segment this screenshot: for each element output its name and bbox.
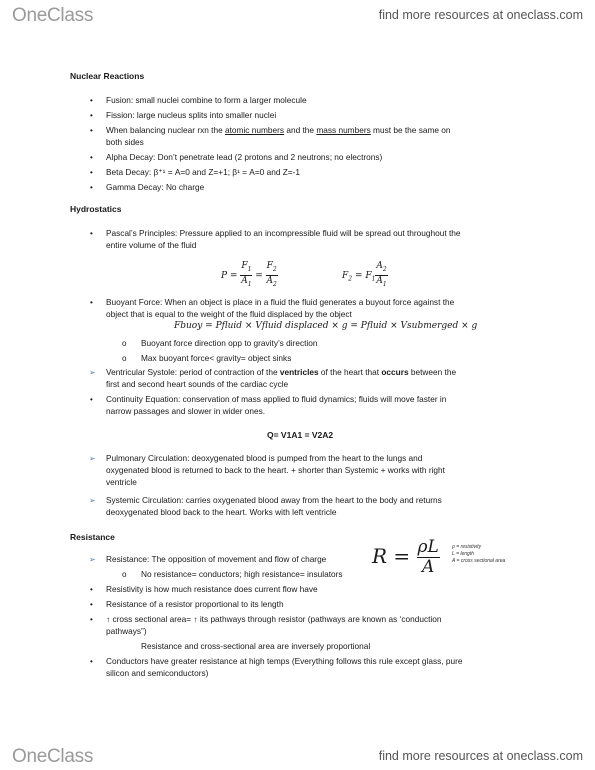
text-pascal-cont: entire volume of the fluid — [106, 240, 197, 250]
bullet-dot: • — [90, 395, 93, 404]
text-cross-sectional-cont: pathways”) — [106, 626, 147, 636]
text-resistivity: Resistivity is how much resistance does current flow have — [106, 584, 318, 594]
page-header — [0, 0, 595, 30]
page-footer — [0, 740, 595, 770]
text-pulmonary-circulation-end: ventricle — [106, 477, 137, 487]
sub-bullet: o — [122, 570, 127, 579]
bullet-dot: • — [90, 615, 93, 624]
text-buoyant-force-cont: object that is equal to the weight of the fluid displaced by the object — [106, 309, 352, 319]
arrow-bullet-icon: ➢ — [89, 555, 96, 564]
text-buoyant-force: Buoyant Force: When an object is place in a fluid the fluid generates a buyout force against the — [106, 297, 455, 307]
bullet-dot: • — [90, 657, 93, 666]
text-conductors-temperature-cont: silicon and semiconductors) — [106, 668, 209, 678]
text-systemic-circulation-cont: deoxygenated blood back to the heart. Works with left ventricle — [106, 507, 337, 517]
text-inverse-proportion: Resistance and cross-sectional area are inversely proportional — [141, 641, 371, 651]
bullet-dot: • — [90, 229, 93, 238]
text-gamma-decay: Gamma Decay: No charge — [106, 182, 205, 192]
formula-legend: ρ = resistivity L = length A = cross sectional area — [452, 544, 506, 564]
bullet-dot: • — [90, 126, 93, 135]
formula-pressure: P = $\frac{F_1}{A_1}$ = $\frac{F_2}{A_2}$ — [221, 261, 277, 288]
bullet-dot: • — [90, 600, 93, 609]
footer-resources-link[interactable]: find more resources at oneclass.com — [378, 749, 583, 763]
arrow-bullet-icon: ➢ — [89, 368, 96, 377]
arrow-bullet-icon: ➢ — [89, 496, 96, 505]
heading-nuclear-reactions: Nuclear Reactions — [70, 71, 145, 81]
text-buoyant-direction: Buoyant force direction opp to gravity’s direction — [141, 338, 318, 348]
bullet-dot: • — [90, 298, 93, 307]
text-continuity-cont: narrow passages and slower in wider ones. — [106, 406, 266, 416]
formula-buoyancy: Fbuoy = Pfluid × Vfluid displaced × g = Pfluid × Vsubmerged × g — [174, 321, 478, 331]
bullet-dot: • — [90, 111, 93, 120]
text-systemic-circulation: Systemic Circulation: carries oxygenated blood away from the heart to the body and returns — [106, 495, 442, 505]
sub-bullet: o — [122, 339, 127, 348]
text-resistance-length: Resistance of a resistor proportional to its length — [106, 599, 284, 609]
text-alpha-decay: Alpha Decay: Don’t penetrate lead (2 protons and 2 neutrons; no electrons) — [106, 152, 383, 162]
text-max-buoyant: Max buoyant force< gravity= object sinks — [141, 353, 292, 363]
heading-hydrostatics: Hydrostatics — [70, 204, 122, 214]
sub-bullet: o — [122, 354, 127, 363]
text-conductors-temperature: Conductors have greater resistance at high temps (Everything follows this rule except glass, pure — [106, 656, 463, 666]
bullet-dot: • — [90, 96, 93, 105]
oneclass-logo[interactable]: OneClass — [12, 746, 94, 767]
formula-flow-rate: Q= V1A1 = V2A2 — [267, 430, 334, 440]
text-ventricular-systole-cont: first and second heart sounds of the cardiac cycle — [106, 379, 289, 389]
text-balancing: When balancing nuclear rxn the atomic numbers and the mass numbers must be the same on — [106, 125, 451, 135]
text-continuity: Continuity Equation: conservation of mass applied to fluid dynamics; fluids will move faster in — [106, 394, 447, 404]
arrow-bullet-icon: ➢ — [89, 454, 96, 463]
text-pulmonary-circulation: Pulmonary Circulation: deoxygenated blood is pumped from the heart to the lungs and — [106, 453, 423, 463]
text-pulmonary-circulation-cont: oxygenated blood is returned to back to the heart. + shorter than Systemic + works with right — [106, 465, 445, 475]
bullet-dot: • — [90, 183, 93, 192]
text-balancing-cont: both sides — [106, 137, 144, 147]
bullet-dot: • — [90, 168, 93, 177]
text-pascal: Pascal’s Principles: Pressure applied to an incompressible fluid will be spread out throughout the — [106, 228, 461, 238]
text-conductors-insulators: No resistance= conductors; high resistance= insulators — [141, 569, 343, 579]
formula-force-ratio: $F_2 = F_1$ $\frac{A_2}{A_1}$ — [342, 261, 387, 288]
text-fusion: Fusion: small nuclei combine to form a larger molecule — [106, 95, 307, 105]
header-resources-link[interactable]: find more resources at oneclass.com — [378, 8, 583, 22]
text-resistance-definition: Resistance: The opposition of movement and flow of charge — [106, 554, 327, 564]
text-beta-decay: Beta Decay: β⁺¹ = A=0 and Z=+1; β¹ = A=0 and Z=-1 — [106, 167, 301, 177]
text-cross-sectional: ↑ cross sectional area= ↑ its pathways through resistor (pathways are known as ‘conduction — [106, 614, 442, 624]
formula-resistance: R = $\frac{\rho L}{A}$ — [372, 537, 439, 577]
text-ventricular-systole: Ventricular Systole: period of contraction of the ventricles of the heart that occurs between the — [106, 367, 457, 377]
text-fission: Fission: large nucleus splits into smaller nuclei — [106, 110, 277, 120]
heading-resistance: Resistance — [70, 532, 115, 542]
bullet-dot: • — [90, 153, 93, 162]
oneclass-logo[interactable]: OneClass — [12, 5, 94, 26]
bullet-dot: • — [90, 585, 93, 594]
